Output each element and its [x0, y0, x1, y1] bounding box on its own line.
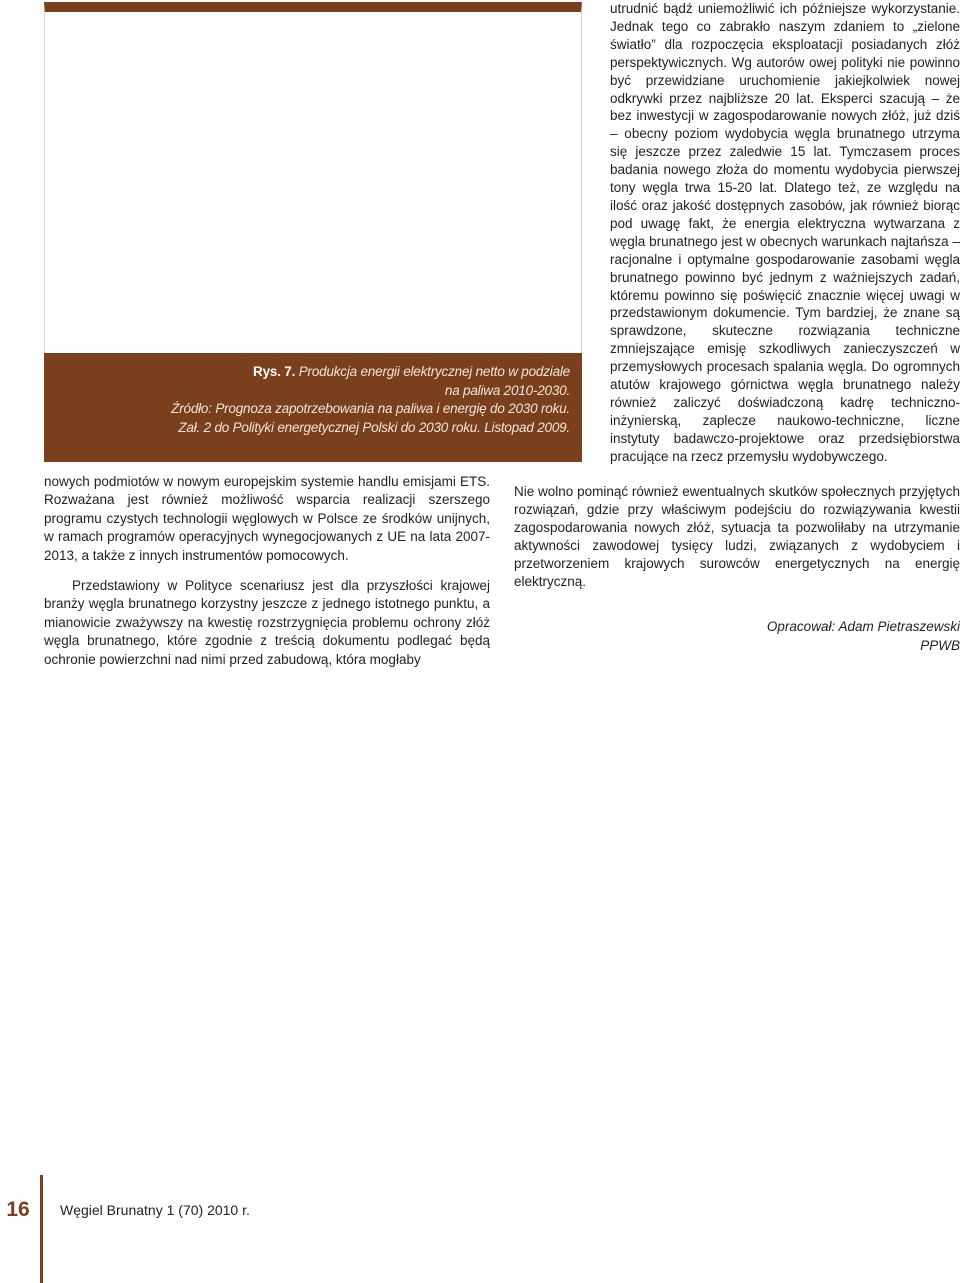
author-affiliation: PPWB — [920, 637, 960, 653]
caption-label: Rys. 7. — [253, 364, 296, 379]
left-column-text — [44, 473, 490, 669]
right-paragraph-2: Nie wolno pominąć również ewentualnych skutków społecznych przyjętych rozwiązań, gdzie przy właściwym podejściu do rozwiązywania kwestii zagospodarowania nowych złóż, sytuacja ta pozwoliłaby na utrzymanie aktywności zawodowej tysięcy ludzi, związanych z wydobyciem i przetworzeniem krajowych surowców energetycznych na energię elektryczną. — [514, 484, 960, 589]
caption-title: Produkcja energii elektrycznej netto w podziale — [298, 364, 570, 379]
left-paragraph-1: nowych podmiotów w nowym europejskim systemie handlu emisjami ETS. Rozważana jest również możliwość wsparcia realizacji szerszego programu czystych technologii węglowych w Polsce ze środków unijnych, w ramach programów operacyjnych wynegocjowanych z UE na lata 2007-2013, a także z innych instrumentów pomocowych. — [44, 474, 490, 563]
page-number: 16 — [6, 1198, 30, 1221]
caption-source: Źródło: Prognoza zapotrzebowania na paliwa i energię do 2030 roku. — [171, 401, 570, 416]
author-name: Opracował: Adam Pietraszewski — [766, 619, 960, 634]
right-column-wide-text — [514, 483, 960, 590]
figure-caption — [90, 363, 570, 437]
caption-line-2: na paliwa 2010-2030. — [444, 382, 570, 398]
footer-divider — [40, 1175, 43, 1283]
left-paragraph-2: Przedstawiony w Polityce scenariusz jest dla przyszłości krajowej branży węgla brunatnego korzystny jeszcze z jednego istotnego punktu, a mianowicie zważywszy na kwestię rozstrzygnięcia problemu ochrony złóż węgla brunatnego, które zgodnie z treścią dokumentu podlegać będą ochronie powierzchni nad nimi przed zabudową, która mogłaby — [44, 578, 490, 667]
journal-title: Węgiel Brunatny 1 (70) 2010 r. — [60, 1202, 250, 1218]
caption-line-1 — [90, 363, 570, 382]
figure-caption-band — [44, 353, 582, 462]
caption-source-2: Zał. 2 do Polityki energetycznej Polski do 2030 roku. Listopad 2009. — [178, 419, 570, 435]
right-paragraph-1: utrudnić bądź uniemożliwić ich późniejsze wykorzystanie. Jednak tego co zabrakło naszym zdaniem to „zielone światło” dla rozpoczęcia eksploatacji posiadanych złóż perspektywicznych. Wg autorów owej polityki nie powinno być przewidziane uruchomienie jakiejkolwiek nowej odkrywki przez najbliższe 20 lat. Eksperci szacują – że bez inwestycji w zagospodarowanie nowych złóż, już dziś – obecny poziom wydobycia węgla brunatnego utrzyma się jeszcze przez zaledwie 15 lat. Tymczasem proces badania nowego złoża do momentu wydobycia pierwszej tony węgla trwa 15-20 lat. Dlatego też, ze względu na ilość oraz jakość dostępnych zasobów, jak również biorąc pod uwagę fakt, że energia elektryczna wytwarzana z węgla brunatnego jest w obecnych warunkach najtańsza – racjonalne i optymalne gospodarowanie zasobami węgla brunatnego powinno być jednym z ważniejszych zadań, któremu powinno się poświęcić znacznie więcej uwagi w przedstawionym dokumencie. Tym bardziej, że znane są sprawdzone, skuteczne rozwiązania techniczne zmniejszające emisję szkodliwych zanieczyszczeń w przemysłowych procesach spalania węgla. Do ogromnych atutów krajowego górnictwa węgla brunatnego należy również zaliczyć doświadczoną kadrę techniczno-inżynierską, zaplecze naukowo-techniczne, liczne instytuty badawczo-projektowe oraz przedsiębiorstwa pracujące na rzecz przemysłu wydobywczego. — [610, 1, 960, 464]
author-signature — [514, 618, 960, 655]
right-column-text — [610, 0, 960, 466]
